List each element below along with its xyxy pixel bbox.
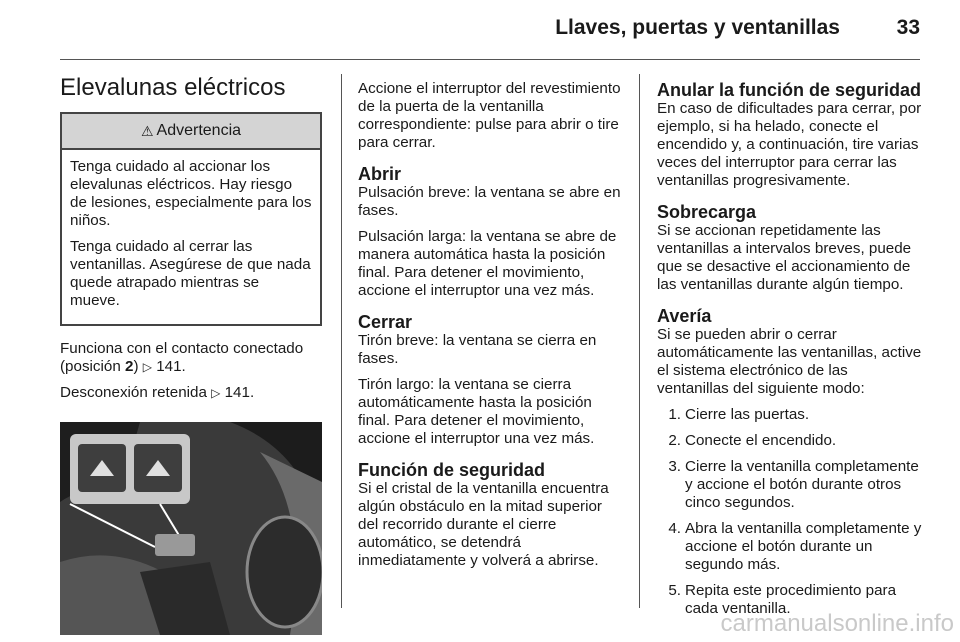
ignition-paragraph: Funciona con el contacto conectado (posición 2) ▷ 141.	[60, 340, 304, 375]
page-number: 33	[896, 16, 920, 39]
list-item: 5. Repita este procedimiento para cada ventanilla.	[668, 582, 897, 617]
header-rule	[60, 59, 920, 60]
list-item: 2. Conecte el encendido.	[668, 432, 837, 449]
section-heading: Cerrar	[358, 312, 413, 332]
section-heading: Avería	[657, 306, 712, 326]
steps-list	[657, 406, 922, 618]
paragraph: Si se pueden abrir o cerrar automáticamente las ventanillas, active el sistema electrónico de las ventanillas del siguiente modo:	[657, 326, 922, 397]
section-anular-seguridad	[657, 80, 922, 190]
column-2	[358, 80, 622, 582]
column-divider	[341, 74, 342, 608]
list-item: 3. Cierre la ventanilla completamente y accione el botón durante otros cinco segundos.	[668, 458, 919, 511]
intro-paragraph: Accione el interruptor del revestimiento de la puerta de la ventanilla correspondiente: pulse para abrir o tire para cerrar.	[358, 80, 621, 151]
retained-power-paragraph: Desconexión retenida ▷ 141.	[60, 384, 255, 401]
section-heading: Anular la función de seguridad	[657, 80, 922, 100]
page-reference[interactable]: 141.	[156, 358, 186, 375]
paragraph: Pulsación breve: la ventana se abre en fases.	[358, 184, 621, 219]
section-title: Elevalunas eléctricos	[60, 74, 286, 101]
section-abrir	[358, 164, 622, 300]
section-heading: Función de seguridad	[358, 460, 546, 480]
warning-box	[60, 112, 322, 326]
page-reference-icon: ▷	[142, 360, 152, 374]
warning-paragraph: Tenga cuidado al accionar los elevalunas eléctricos. Hay riesgo de lesiones, especialmente para los niños.	[70, 158, 312, 229]
paragraph: Si se accionan repetidamente las ventanillas a intervalos breves, puede que se desactive el accionamiento de las ventanillas durante algún tiempo.	[657, 222, 912, 293]
section-cerrar	[358, 312, 622, 448]
paragraph: Pulsación larga: la ventana se abre de manera automática hasta la posición final. Para detener el movimiento, accione el interruptor una vez más.	[358, 228, 617, 299]
list-item: 4. Abra la ventanilla completamente y accione el botón durante un segundo más.	[668, 520, 922, 573]
warning-body	[62, 150, 320, 324]
door-switch-photo	[60, 422, 322, 635]
column-3	[657, 80, 922, 626]
warning-title: Advertencia	[156, 122, 242, 139]
warning-triangle-icon: ⚠	[140, 123, 154, 139]
section-funcion-seguridad	[358, 460, 622, 570]
list-item: 1. Cierre las puertas.	[668, 406, 810, 423]
paragraph: En caso de dificultades para cerrar, por ejemplo, si ha helado, conecte el encendido y, a continuación, tire varias veces del interruptor para cerrar las ventanillas progresivamente.	[657, 100, 922, 189]
warning-header	[62, 114, 320, 150]
page-reference[interactable]: 141.	[224, 384, 255, 401]
watermark: carmanualsonline.info	[720, 610, 954, 637]
section-averia	[657, 306, 922, 618]
section-heading: Abrir	[358, 164, 402, 184]
paragraph: Tirón largo: la ventana se cierra automáticamente hasta la posición final. Para detener el movimiento, accione el interruptor una vez más.	[358, 376, 595, 447]
section-heading: Sobrecarga	[657, 202, 757, 222]
page-reference-icon: ▷	[211, 386, 221, 400]
warning-paragraph: Tenga cuidado al cerrar las ventanillas. Asegúrese de que nada quede atrapado mientras se mueve.	[70, 238, 311, 309]
column-divider	[639, 74, 640, 608]
column-1	[60, 74, 324, 640]
running-header-title: Llaves, puertas y ventanillas	[555, 16, 840, 39]
paragraph: Tirón breve: la ventana se cierra en fases.	[358, 332, 597, 367]
section-sobrecarga	[657, 202, 922, 294]
paragraph: Si el cristal de la ventanilla encuentra algún obstáculo en la mitad superior del recorrido durante el cierre automático, se detendrá inmediatamente y volverá a abrirse.	[358, 480, 609, 569]
